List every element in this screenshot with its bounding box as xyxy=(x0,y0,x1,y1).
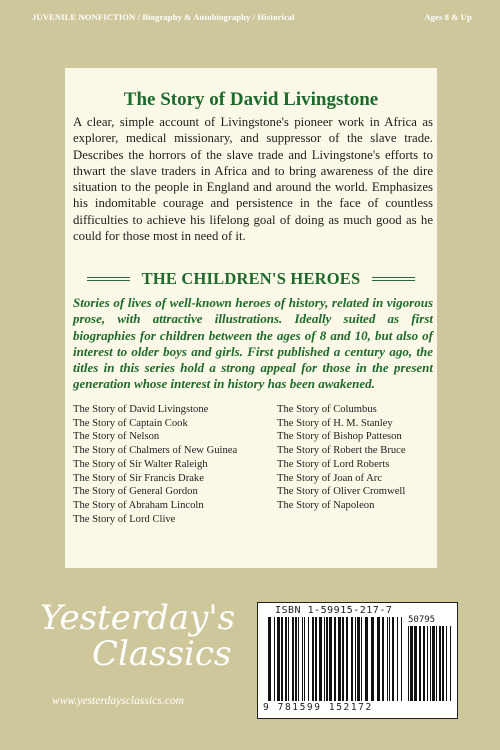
series-title-item: The Story of Chalmers of New Guinea xyxy=(73,445,238,457)
category-text: JUVENILE NONFICTION / Biography & Autobiography / Historical xyxy=(32,12,295,22)
isbn-text: ISBN 1-59915-217-7 xyxy=(275,605,393,616)
top-category-bar xyxy=(0,12,500,22)
barcode-bar xyxy=(397,617,398,701)
series-title-item: The Story of Sir Francis Drake xyxy=(73,472,204,484)
barcode-bar xyxy=(436,626,437,701)
series-titles-left xyxy=(73,403,237,526)
barcode-bar xyxy=(326,617,328,701)
series-title-item: The Story of Joan of Arc xyxy=(277,472,383,484)
barcode-bar xyxy=(292,617,294,701)
barcode-bar xyxy=(268,617,271,701)
barcode-bar xyxy=(346,617,348,701)
series-title-item: The Story of Bishop Patteson xyxy=(277,431,402,443)
right-double-rule xyxy=(372,277,415,281)
barcode-bar xyxy=(389,617,390,701)
ean-barcode xyxy=(268,617,402,701)
barcode-bar xyxy=(365,617,368,701)
series-title-item: The Story of Napoleon xyxy=(277,499,375,511)
barcode-bar xyxy=(442,626,444,701)
barcode-bar xyxy=(324,617,325,701)
barcode-bar xyxy=(450,626,451,701)
barcode-bar xyxy=(414,626,417,701)
series-title: THE CHILDREN'S HEROES xyxy=(141,269,361,288)
ean-number: 9 781599 152172 xyxy=(263,702,373,713)
book-description: A clear, simple account of Livingstone's pioneer work in Africa as explorer, medical missionary, and suppressor of the slave trade. Describes the horrors of the slave trade and Livingstone's efforts to thwart the slave traders in Africa and to bring awareness of the dire situation to the people in England and around the world. Emphasizes his indomitable courage and persistence in the face of countless difficulties to achieve his lifelong goal of doing as much good as he could for those most in need of it. xyxy=(73,115,433,244)
series-description: Stories of lives of well-known heroes of history, related in vigorous prose, with attractive illustrations. Ideally suited as first biographies for children between the ages of 8 and 10, but also of interest to older boys and girls. First published a century ago, the titles in this series hold a strong appeal for those in the present generation whose interest in history has been awakened. xyxy=(73,295,433,392)
series-title-item: The Story of General Gordon xyxy=(73,486,198,498)
barcode-bar xyxy=(408,626,409,701)
barcode-bar xyxy=(312,617,314,701)
barcode-bar xyxy=(308,617,309,701)
series-title-item: The Story of Oliver Cromwell xyxy=(277,486,406,498)
barcode-bar xyxy=(329,617,332,701)
barcode-bar xyxy=(304,617,305,701)
barcode-bar xyxy=(446,626,447,701)
series-title-item: The Story of Lord Roberts xyxy=(277,458,390,470)
barcode-bar xyxy=(382,617,384,701)
publisher-website: www.yesterdaysclassics.com xyxy=(52,694,185,707)
barcode-bar xyxy=(387,617,388,701)
series-title-item: The Story of H. M. Stanley xyxy=(277,417,393,429)
age-range: Ages 8 & Up xyxy=(424,12,472,22)
series-title-item: The Story of Abraham Lincoln xyxy=(73,499,204,511)
barcode-bar xyxy=(281,617,283,701)
left-double-rule xyxy=(87,277,130,281)
series-title-item: The Story of Nelson xyxy=(73,431,160,443)
series-heading xyxy=(65,268,437,290)
barcode-box xyxy=(257,602,458,719)
barcode-bar xyxy=(357,617,360,701)
barcode-bar xyxy=(338,617,341,701)
series-title-item: The Story of Sir Walter Raleigh xyxy=(73,458,208,470)
barcode-bar xyxy=(298,617,299,701)
series-titles-right xyxy=(277,403,406,513)
barcode-bar xyxy=(401,617,402,701)
barcode-bar xyxy=(351,617,353,701)
barcode-bar xyxy=(342,617,344,701)
barcode-bar xyxy=(355,617,356,701)
barcode-bar xyxy=(319,617,322,701)
barcode-bar xyxy=(371,617,374,701)
barcode-bar xyxy=(295,617,297,701)
barcode-bar xyxy=(302,617,303,701)
barcode-bar xyxy=(423,626,425,701)
barcode-bar xyxy=(315,617,317,701)
logo-line-2: Classics xyxy=(92,634,232,674)
series-title-item: The Story of Robert the Bruce xyxy=(277,445,406,457)
series-title-item: The Story of Columbus xyxy=(277,404,377,415)
logo-line-1: Yesterday's xyxy=(40,598,236,638)
barcode-bar xyxy=(334,617,336,701)
addon-number: 50795 xyxy=(408,615,436,625)
book-title: The Story of David Livingstone xyxy=(123,89,379,110)
addon-barcode xyxy=(408,626,452,701)
barcode-bar xyxy=(377,617,380,701)
series-title-item: The Story of Captain Cook xyxy=(73,417,188,429)
barcode-bar xyxy=(288,617,289,701)
barcode-bar xyxy=(430,626,431,701)
series-title-item: The Story of Lord Clive xyxy=(73,513,176,525)
barcode-bar xyxy=(419,626,421,701)
barcode-bar xyxy=(285,617,287,701)
barcode-bar xyxy=(277,617,280,701)
barcode-bar xyxy=(432,626,435,701)
barcode-bar xyxy=(439,626,441,701)
barcode-bar xyxy=(361,617,362,701)
barcode-bar xyxy=(427,626,428,701)
barcode-bar xyxy=(410,626,413,701)
barcode-bar xyxy=(274,617,275,701)
barcode-bar xyxy=(392,617,394,701)
series-title-item: The Story of David Livingstone xyxy=(73,404,209,415)
